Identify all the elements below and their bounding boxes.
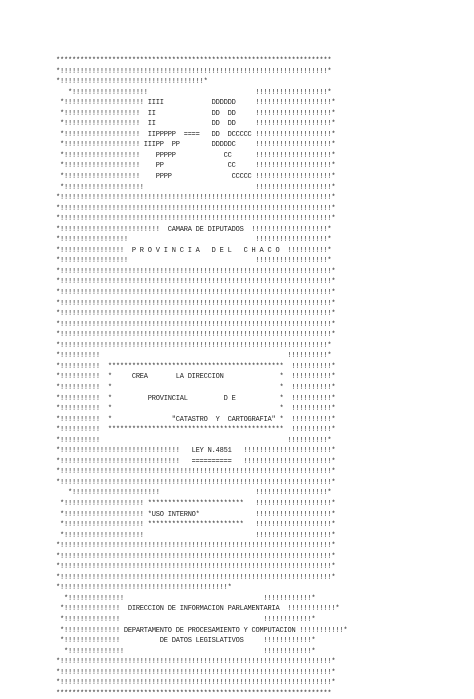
banner-line: *!!!!!!!!!!!!!!!!!!! !!!!!!!!!!!!!!!!!!* — [56, 88, 332, 97]
banner-line: *!!!!!!!!!!!!!!!!! !!!!!!!!!!!!!!!!!!* — [56, 236, 332, 245]
banner-line: *!!!!!!!!!!!!!!!!!!!!!! !!!!!!!!!!!!!!!!!!* — [56, 489, 332, 498]
banner-line: *!!!!!!!!!!!!!!!! P R O V I N C I A D E L C H A C O !!!!!!!!!!* — [56, 246, 332, 255]
banner-line: *!!!!!!!!!!!!!!!!!!! IIPPPPP ==== DD DCCCCC !!!!!!!!!!!!!!!!!!!* — [56, 130, 336, 139]
banner-line: *!!!!!!!!!!!!!! !!!!!!!!!!!!* — [56, 647, 316, 656]
banner-line: *!!!!!!!!!!!!!!!!!!! II DD DD !!!!!!!!!!!!!!!!!!!* — [56, 120, 336, 129]
banner-line: *!!!!!!!!!! ******************************************** !!!!!!!!!!* — [56, 426, 336, 435]
banner-line: *!!!!!!!!!!!!!!!!!!!!!!!!!!!!!!!!!!!!!!!!!!!!!!!!!!!!!!!!!!!!!!!!!!!!* — [56, 478, 336, 487]
banner-line: *!!!!!!!!!! !!!!!!!!!!* — [56, 436, 332, 445]
banner-line: *!!!!!!!!!!!!!!!!!!!!!!!!!!!!!!!!!!!!!!!!!!!!!!!!!!!!!!!!!!!!!!!!!!!!* — [56, 542, 336, 551]
banner-line: ********************************************************************* — [56, 57, 332, 65]
banner-line: *!!!!!!!!!!!!!!!!!!!!!!!!!!!!!!!!!!!!!!!!!!!!!!!!!!!!!!!!!!!!!!!!!!!!* — [56, 299, 336, 308]
banner-line: *!!!!!!!!!! * CREA LA DIRECCION * !!!!!!!!!!* — [56, 373, 336, 382]
banner-line: *!!!!!!!!!!!!!!!!!!!!!!!!!!!!!!!!!!!!!!!!!!!!!!!!!!!!!!!!!!!!!!!!!!!!* — [56, 331, 336, 340]
banner-line: *!!!!!!!!!!!!!!!!!!!!!!!!!!!!!!!!!!!!!!!!!!* — [56, 584, 232, 593]
banner-line: *!!!!!!!!!!!!!!!!!!!!!!!!!!!!!!!!!!!!!!!!!!!!!!!!!!!!!!!!!!!!!!!!!!!!* — [56, 310, 336, 319]
banner-line: *!!!!!!!!!!!!!!!!!!! II DD DD !!!!!!!!!!!!!!!!!!!* — [56, 109, 336, 118]
banner-line: *!!!!!!!!!!!!!!!!!!!!!!!!!!!!!!!!!!!!!!!!!!!!!!!!!!!!!!!!!!!!!!!!!!!!* — [56, 668, 336, 677]
ascii-banner — [56, 56, 347, 699]
banner-line: *!!!!!!!!!!!!!!!!!!!!!!!!!!!!!!!!!!!!!!!!!!!!!!!!!!!!!!!!!!!!!!!!!!!* — [56, 67, 332, 76]
banner-line: *!!!!!!!!!! * PROVINCIAL D E * !!!!!!!!!!* — [56, 394, 336, 403]
banner-line: *!!!!!!!!!!!!!!!!!!!!!!!!!!!!!! LEY N.4851 !!!!!!!!!!!!!!!!!!!!!!* — [56, 447, 336, 456]
banner-line: *!!!!!!!!!!!!!!!!!!!!!!!!!!!!!!!!!!!!!!!!!!!!!!!!!!!!!!!!!!!!!!!!!!!!* — [56, 267, 336, 276]
banner-line: *!!!!!!!!!! * "CATASTRO Y CARTOGRAFIA" * !!!!!!!!!!* — [56, 415, 336, 424]
banner-line: *!!!!!!!!!! !!!!!!!!!!* — [56, 352, 332, 361]
banner-line: *!!!!!!!!!!!!!!!!!!!! *USO INTERNO* !!!!!!!!!!!!!!!!!!!* — [56, 510, 336, 519]
banner-line: *!!!!!!!!!!!!!!!!!!!!!!!!!!!!!! ========== !!!!!!!!!!!!!!!!!!!!!!* — [56, 457, 336, 466]
banner-line: *!!!!!!!!!!!!!!!!!!!!!!!!!!!!!!!!!!!!!!!!!!!!!!!!!!!!!!!!!!!!!!!!!!!!* — [56, 552, 336, 561]
banner-line: *!!!!!!!!!!!!!!!!!!!!!!!!!!!!!!!!!!!!!!!!!!!!!!!!!!!!!!!!!!!!!!!!!!!!* — [56, 679, 336, 688]
banner-line: ********************************************************************* — [56, 689, 332, 698]
banner-line: *!!!!!!!!!!!!!!!!!!!! ************************ !!!!!!!!!!!!!!!!!!!* — [56, 499, 336, 508]
banner-line: *!!!!!!!!!!!!!!!!!!! PP CC !!!!!!!!!!!!!!!!!!!* — [56, 162, 336, 171]
banner-line: *!!!!!!!!!!!!!!!!! !!!!!!!!!!!!!!!!!!* — [56, 257, 332, 266]
banner-line: *!!!!!!!!!!!!!!!!!!!! ************************ !!!!!!!!!!!!!!!!!!!* — [56, 521, 336, 530]
banner-line: *!!!!!!!!!!!!!!!!!!!!!!!!!!!!!!!!!!!!!!!!!!!!!!!!!!!!!!!!!!!!!!!!!!!!* — [56, 194, 336, 203]
banner-line: *!!!!!!!!!!!!!!!!!!!!!!!!!!!!!!!!!!!!!!!!!!!!!!!!!!!!!!!!!!!!!!!!!!!!* — [56, 468, 336, 477]
banner-line: *!!!!!!!!!!!!!!!!!!!!!!!!!!!!!!!!!!!!!!!!!!!!!!!!!!!!!!!!!!!!!!!!!!!!* — [56, 320, 336, 329]
banner-line: *!!!!!!!!!!!!!!!!!!!! !!!!!!!!!!!!!!!!!!!* — [56, 183, 336, 192]
banner-line: *!!!!!!!!!!!!!!!!!!!! !!!!!!!!!!!!!!!!!!!* — [56, 531, 336, 540]
banner-line: *!!!!!!!!!!!!!!!!!!!!!!!!!!!!!!!!!!!!* — [56, 78, 208, 87]
banner-line: *!!!!!!!!!!!!!! !!!!!!!!!!!!* — [56, 615, 316, 624]
banner-line: *!!!!!!!!!!!!!!!!!!!!!!!!!!!!!!!!!!!!!!!!!!!!!!!!!!!!!!!!!!!!!!!!!!!!* — [56, 215, 336, 224]
banner-line: *!!!!!!!!!!!!!!!!!!!!!!!!!!!!!!!!!!!!!!!!!!!!!!!!!!!!!!!!!!!!!!!!!!!!* — [56, 563, 336, 572]
banner-line: *!!!!!!!!!!!!!!!!!!! PPPPP CC !!!!!!!!!!!!!!!!!!!* — [56, 151, 336, 160]
banner-line: *!!!!!!!!!!!!!! DEPARTAMENTO DE PROCESAMIENTO Y COMPUTACION !!!!!!!!!!!* — [56, 626, 348, 635]
banner-line: *!!!!!!!!!!!!!!!!!!!!!!!!!!!!!!!!!!!!!!!!!!!!!!!!!!!!!!!!!!!!!!!!!!!!* — [56, 289, 336, 298]
banner-line: *!!!!!!!!!!!!!!!!!!!!!!!!!!!!!!!!!!!!!!!!!!!!!!!!!!!!!!!!!!!!!!!!!!!* — [56, 341, 332, 350]
banner-line: *!!!!!!!!!! * * !!!!!!!!!!* — [56, 383, 336, 392]
banner-line: *!!!!!!!!!! * * !!!!!!!!!!* — [56, 405, 336, 414]
banner-line: *!!!!!!!!!!!!!!!!!!!!!!!!!!!!!!!!!!!!!!!!!!!!!!!!!!!!!!!!!!!!!!!!!!!!* — [56, 573, 336, 582]
banner-line: *!!!!!!!!!!!!!!!!!!! PPPP CCCCC !!!!!!!!!!!!!!!!!!!* — [56, 173, 336, 182]
banner-line: *!!!!!!!!!!!!!!!!!!!!!!!!!!!!!!!!!!!!!!!!!!!!!!!!!!!!!!!!!!!!!!!!!!!!* — [56, 278, 336, 287]
banner-line: *!!!!!!!!!!!!!!!!!!!!!!!!!!!!!!!!!!!!!!!!!!!!!!!!!!!!!!!!!!!!!!!!!!!!* — [56, 204, 336, 213]
banner-line: *!!!!!!!!!!!!!!!!!!!!!!!!! CAMARA DE DIPUTADOS !!!!!!!!!!!!!!!!!!!* — [56, 225, 332, 234]
banner-line: *!!!!!!!!!!!!!! !!!!!!!!!!!!* — [56, 594, 316, 603]
banner-line: *!!!!!!!!!!!!!!!!!!! IIIPP PP DDDDDC !!!!!!!!!!!!!!!!!!!* — [56, 141, 336, 150]
banner-line: *!!!!!!!!!!!!!!!!!!!! IIII DDDDDD !!!!!!!!!!!!!!!!!!!* — [56, 99, 336, 108]
banner-line: *!!!!!!!!!!!!!! DIRECCION DE INFORMACION PARLAMENTARIA !!!!!!!!!!!!* — [56, 605, 340, 614]
banner-line: *!!!!!!!!!! ******************************************** !!!!!!!!!!* — [56, 362, 336, 371]
banner-line: *!!!!!!!!!!!!!!!!!!!!!!!!!!!!!!!!!!!!!!!!!!!!!!!!!!!!!!!!!!!!!!!!!!!!* — [56, 658, 336, 667]
banner-line: *!!!!!!!!!!!!!! DE DATOS LEGISLATIVOS !!!!!!!!!!!!* — [56, 637, 316, 646]
